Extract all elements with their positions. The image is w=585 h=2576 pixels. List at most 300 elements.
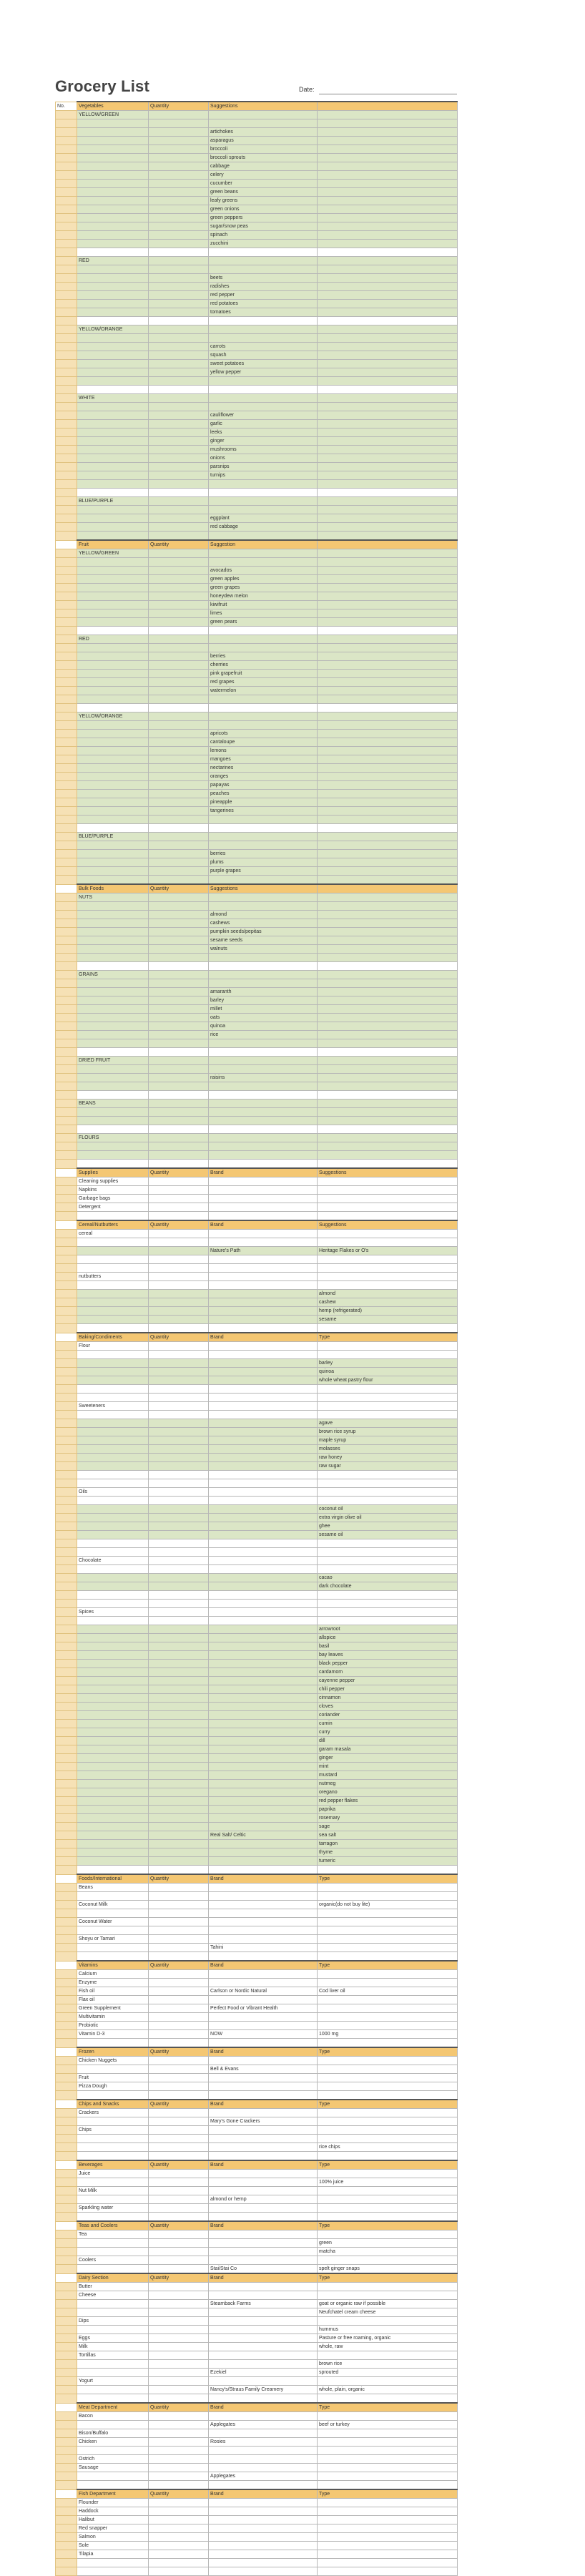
type-cell[interactable] — [318, 1342, 458, 1351]
quantity-cell[interactable] — [149, 1082, 209, 1091]
type-cell[interactable] — [318, 1125, 458, 1134]
suggestion-cell[interactable] — [209, 119, 318, 128]
row-number-cell[interactable] — [56, 1324, 77, 1333]
quantity-cell[interactable] — [149, 2326, 209, 2334]
item-cell[interactable] — [77, 1142, 149, 1151]
item-cell[interactable] — [77, 1290, 149, 1298]
row-number-cell[interactable] — [56, 1987, 77, 1996]
quantity-cell[interactable] — [149, 514, 209, 523]
type-cell[interactable]: maple syrup — [318, 1436, 458, 1445]
suggestion-cell[interactable]: kiwifruit — [209, 601, 318, 609]
quantity-cell[interactable] — [149, 678, 209, 687]
row-number-cell[interactable] — [56, 411, 77, 420]
row-number-cell[interactable] — [56, 1711, 77, 1720]
quantity-cell[interactable] — [149, 420, 209, 428]
type-cell[interactable] — [318, 2117, 458, 2126]
type-cell[interactable] — [318, 2013, 458, 2022]
row-number-cell[interactable] — [56, 2187, 77, 2195]
item-cell[interactable] — [77, 592, 149, 601]
suggestion-cell[interactable] — [209, 1840, 318, 1848]
suggestion-cell[interactable] — [209, 2039, 318, 2048]
row-number-cell[interactable] — [56, 1108, 77, 1117]
quantity-cell[interactable] — [149, 2135, 209, 2143]
suggestion-cell[interactable] — [209, 2126, 318, 2135]
row-number-cell[interactable] — [56, 773, 77, 781]
item-cell[interactable] — [77, 1823, 149, 1831]
quantity-cell[interactable] — [149, 471, 209, 480]
type-cell[interactable] — [318, 2481, 458, 2490]
suggestion-cell[interactable] — [209, 1522, 318, 1531]
quantity-cell[interactable] — [149, 1368, 209, 1376]
row-number-cell[interactable] — [56, 2065, 77, 2074]
item-cell[interactable] — [77, 454, 149, 463]
suggestion-cell[interactable] — [209, 1454, 318, 1462]
item-cell[interactable] — [77, 1385, 149, 1394]
type-cell[interactable]: tarragon — [318, 1840, 458, 1848]
type-cell[interactable] — [318, 2057, 458, 2065]
row-number-cell[interactable] — [56, 2412, 77, 2421]
quantity-cell[interactable] — [149, 1574, 209, 1582]
suggestion-cell[interactable] — [209, 1780, 318, 1788]
row-number-cell[interactable] — [56, 274, 77, 283]
type-cell[interactable]: chili pepper — [318, 1685, 458, 1694]
suggestion-cell[interactable]: turnips — [209, 471, 318, 480]
quantity-cell[interactable] — [149, 1307, 209, 1316]
row-number-cell[interactable] — [56, 971, 77, 979]
row-number-cell[interactable] — [56, 180, 77, 188]
item-cell[interactable] — [77, 1048, 149, 1057]
type-cell[interactable] — [318, 2109, 458, 2117]
row-number-cell[interactable] — [56, 1720, 77, 1728]
row-number-cell[interactable] — [56, 1935, 77, 1944]
type-cell[interactable] — [318, 618, 458, 627]
suggestion-cell[interactable] — [209, 1428, 318, 1436]
quantity-cell[interactable] — [149, 704, 209, 712]
row-number-cell[interactable] — [56, 558, 77, 567]
row-number-cell[interactable] — [56, 704, 77, 712]
quantity-cell[interactable] — [149, 1720, 209, 1728]
quantity-cell[interactable] — [149, 1582, 209, 1591]
row-number-cell[interactable] — [56, 197, 77, 205]
type-cell[interactable] — [318, 1273, 458, 1281]
row-number-cell[interactable] — [56, 2248, 77, 2256]
item-cell[interactable] — [77, 2326, 149, 2334]
quantity-cell[interactable] — [149, 188, 209, 197]
row-number-cell[interactable] — [56, 2239, 77, 2248]
suggestion-cell[interactable] — [209, 1909, 318, 1918]
type-cell[interactable] — [318, 2126, 458, 2135]
row-number-cell[interactable] — [56, 1497, 77, 1505]
row-number-cell[interactable] — [56, 1454, 77, 1462]
item-cell[interactable]: Calcium — [77, 1970, 149, 1979]
type-cell[interactable] — [318, 1548, 458, 1557]
quantity-cell[interactable] — [149, 2421, 209, 2429]
row-number-cell[interactable] — [56, 2283, 77, 2291]
type-cell[interactable] — [318, 2082, 458, 2091]
item-cell[interactable]: Pizza Dough — [77, 2082, 149, 2091]
type-cell[interactable] — [318, 824, 458, 833]
quantity-cell[interactable] — [149, 1979, 209, 1987]
suggestion-cell[interactable] — [209, 1901, 318, 1909]
suggestion-cell[interactable]: barley — [209, 996, 318, 1005]
type-cell[interactable] — [318, 2074, 458, 2082]
quantity-cell[interactable] — [149, 2455, 209, 2464]
row-number-cell[interactable] — [56, 1737, 77, 1745]
quantity-cell[interactable] — [149, 1642, 209, 1651]
type-cell[interactable]: hummus — [318, 2326, 458, 2334]
item-cell[interactable] — [77, 747, 149, 755]
type-cell[interactable]: thyme — [318, 1848, 458, 1857]
row-number-cell[interactable] — [56, 1160, 77, 1169]
type-cell[interactable] — [318, 291, 458, 300]
quantity-cell[interactable] — [149, 670, 209, 678]
quantity-cell[interactable] — [149, 1703, 209, 1711]
type-cell[interactable] — [318, 2170, 458, 2178]
type-cell[interactable] — [318, 721, 458, 730]
suggestion-cell[interactable]: broccoli sprouts — [209, 154, 318, 162]
suggestion-cell[interactable] — [209, 2256, 318, 2265]
type-cell[interactable]: red pepper flakes — [318, 1797, 458, 1806]
suggestion-cell[interactable] — [209, 1763, 318, 1771]
quantity-cell[interactable] — [149, 1022, 209, 1031]
suggestion-cell[interactable] — [209, 1694, 318, 1703]
quantity-cell[interactable] — [149, 2499, 209, 2507]
quantity-cell[interactable] — [149, 1031, 209, 1039]
item-cell[interactable] — [77, 1944, 149, 1952]
suggestion-cell[interactable] — [209, 1230, 318, 1238]
row-number-cell[interactable] — [56, 1780, 77, 1788]
suggestion-cell[interactable] — [209, 1385, 318, 1394]
quantity-cell[interactable] — [149, 463, 209, 471]
suggestion-cell[interactable] — [209, 1212, 318, 1221]
suggestion-cell[interactable] — [209, 1195, 318, 1203]
row-number-cell[interactable] — [56, 188, 77, 197]
item-cell[interactable] — [77, 317, 149, 325]
item-cell[interactable] — [77, 1711, 149, 1720]
type-cell[interactable]: whole, raw — [318, 2343, 458, 2351]
quantity-cell[interactable] — [149, 1823, 209, 1831]
suggestion-cell[interactable] — [209, 1479, 318, 1488]
suggestion-cell[interactable] — [209, 824, 318, 833]
row-number-cell[interactable] — [56, 1342, 77, 1351]
type-cell[interactable] — [318, 1600, 458, 1608]
row-number-cell[interactable] — [56, 747, 77, 755]
row-number-cell[interactable] — [56, 1488, 77, 1497]
item-cell[interactable] — [77, 876, 149, 885]
quantity-cell[interactable] — [149, 1402, 209, 1411]
quantity-cell[interactable] — [149, 1247, 209, 1255]
type-cell[interactable] — [318, 1884, 458, 1892]
quantity-cell[interactable] — [149, 661, 209, 670]
row-number-cell[interactable] — [56, 2317, 77, 2326]
quantity-cell[interactable] — [149, 325, 209, 334]
suggestion-cell[interactable] — [209, 2334, 318, 2343]
row-number-cell[interactable] — [56, 2499, 77, 2507]
item-cell[interactable] — [77, 2248, 149, 2256]
type-cell[interactable] — [318, 781, 458, 790]
item-cell[interactable] — [77, 420, 149, 428]
type-cell[interactable]: coriander — [318, 1711, 458, 1720]
suggestion-cell[interactable] — [209, 2377, 318, 2386]
suggestion-cell[interactable] — [209, 704, 318, 712]
row-number-cell[interactable] — [56, 902, 77, 911]
row-number-cell[interactable] — [56, 979, 77, 988]
row-number-cell[interactable] — [56, 1057, 77, 1065]
type-cell[interactable]: raw honey — [318, 1454, 458, 1462]
quantity-cell[interactable] — [149, 945, 209, 954]
row-number-cell[interactable] — [56, 790, 77, 798]
suggestion-cell[interactable] — [209, 1806, 318, 1814]
type-cell[interactable]: whole, plain, organic — [318, 2386, 458, 2394]
type-cell[interactable] — [318, 1039, 458, 1048]
item-cell[interactable] — [77, 1454, 149, 1462]
type-cell[interactable] — [318, 2472, 458, 2481]
row-number-cell[interactable] — [56, 1926, 77, 1935]
row-number-cell[interactable] — [56, 618, 77, 627]
type-cell[interactable]: Cod liver oil — [318, 1987, 458, 1996]
quantity-cell[interactable] — [149, 1316, 209, 1324]
suggestion-cell[interactable] — [209, 1848, 318, 1857]
item-cell[interactable] — [77, 1728, 149, 1737]
row-number-cell[interactable] — [56, 824, 77, 833]
item-cell[interactable] — [77, 2152, 149, 2161]
item-cell[interactable]: Haddock — [77, 2507, 149, 2516]
row-number-cell[interactable] — [56, 678, 77, 687]
type-cell[interactable] — [318, 428, 458, 437]
suggestion-cell[interactable]: pineapple — [209, 798, 318, 807]
suggestion-cell[interactable] — [209, 816, 318, 824]
row-number-cell[interactable] — [56, 454, 77, 463]
suggestion-cell[interactable]: Nature's Path — [209, 1247, 318, 1255]
suggestion-cell[interactable]: garlic — [209, 420, 318, 428]
suggestion-cell[interactable]: Rosies — [209, 2438, 318, 2447]
row-number-cell[interactable] — [56, 231, 77, 240]
row-number-cell[interactable] — [56, 919, 77, 928]
row-number-cell[interactable] — [56, 1203, 77, 1212]
item-cell[interactable]: NUTS — [77, 893, 149, 902]
type-cell[interactable]: sea salt — [318, 1831, 458, 1840]
quantity-cell[interactable] — [149, 1264, 209, 1273]
item-cell[interactable]: Fruit — [77, 2074, 149, 2082]
type-cell[interactable] — [318, 971, 458, 979]
item-cell[interactable] — [77, 2447, 149, 2455]
type-cell[interactable] — [318, 841, 458, 850]
item-cell[interactable] — [77, 1212, 149, 1221]
row-number-cell[interactable] — [56, 1273, 77, 1281]
type-cell[interactable] — [318, 695, 458, 704]
quantity-cell[interactable] — [149, 1591, 209, 1600]
suggestion-cell[interactable]: cashews — [209, 919, 318, 928]
suggestion-cell[interactable] — [209, 1685, 318, 1694]
row-number-cell[interactable] — [56, 532, 77, 541]
suggestion-cell[interactable] — [209, 1754, 318, 1763]
type-cell[interactable] — [318, 1014, 458, 1022]
quantity-cell[interactable] — [149, 730, 209, 738]
row-number-cell[interactable] — [56, 807, 77, 816]
type-cell[interactable] — [318, 816, 458, 824]
type-cell[interactable]: sprouted — [318, 2369, 458, 2377]
type-cell[interactable] — [318, 1557, 458, 1565]
item-cell[interactable] — [77, 2091, 149, 2100]
quantity-cell[interactable] — [149, 549, 209, 558]
suggestion-cell[interactable]: pink grapefruit — [209, 670, 318, 678]
quantity-cell[interactable] — [149, 1177, 209, 1186]
quantity-cell[interactable] — [149, 601, 209, 609]
suggestion-cell[interactable]: berries — [209, 652, 318, 661]
item-cell[interactable] — [77, 1926, 149, 1935]
quantity-cell[interactable] — [149, 1014, 209, 1022]
row-number-cell[interactable] — [56, 1814, 77, 1823]
type-cell[interactable] — [318, 1479, 458, 1488]
suggestion-cell[interactable] — [209, 971, 318, 979]
type-cell[interactable] — [318, 205, 458, 214]
type-cell[interactable]: cinnamon — [318, 1694, 458, 1703]
suggestion-cell[interactable]: amaranth — [209, 988, 318, 996]
type-cell[interactable]: organic(do not buy lite) — [318, 1901, 458, 1909]
row-number-cell[interactable] — [56, 1117, 77, 1125]
suggestion-cell[interactable]: raisins — [209, 1074, 318, 1082]
row-number-cell[interactable] — [56, 1909, 77, 1918]
item-cell[interactable] — [77, 403, 149, 411]
suggestion-cell[interactable] — [209, 2013, 318, 2022]
quantity-cell[interactable] — [149, 2091, 209, 2100]
type-cell[interactable] — [318, 446, 458, 454]
suggestion-cell[interactable] — [209, 1048, 318, 1057]
type-cell[interactable] — [318, 1866, 458, 1875]
item-cell[interactable]: RED — [77, 257, 149, 265]
suggestion-cell[interactable] — [209, 257, 318, 265]
item-cell[interactable]: Halibut — [77, 2516, 149, 2524]
item-cell[interactable] — [77, 197, 149, 205]
item-cell[interactable]: Cheese — [77, 2291, 149, 2300]
item-cell[interactable] — [77, 222, 149, 231]
suggestion-cell[interactable]: broccoli — [209, 145, 318, 154]
type-cell[interactable] — [318, 2507, 458, 2516]
suggestion-cell[interactable]: peaches — [209, 790, 318, 798]
item-cell[interactable] — [77, 1685, 149, 1694]
quantity-cell[interactable] — [149, 1255, 209, 1264]
row-number-cell[interactable] — [56, 2082, 77, 2091]
item-cell[interactable] — [77, 248, 149, 257]
quantity-cell[interactable] — [149, 1737, 209, 1745]
quantity-cell[interactable] — [149, 2109, 209, 2117]
item-cell[interactable] — [77, 575, 149, 584]
suggestion-cell[interactable]: tomatoes — [209, 308, 318, 317]
quantity-cell[interactable] — [149, 1212, 209, 1221]
row-number-cell[interactable] — [56, 911, 77, 919]
quantity-cell[interactable] — [149, 971, 209, 979]
quantity-cell[interactable] — [149, 2464, 209, 2472]
item-cell[interactable] — [77, 1351, 149, 1359]
item-cell[interactable]: nutbutters — [77, 1273, 149, 1281]
row-number-cell[interactable] — [56, 592, 77, 601]
type-cell[interactable] — [318, 1186, 458, 1195]
item-cell[interactable] — [77, 1298, 149, 1307]
suggestion-cell[interactable] — [209, 2550, 318, 2559]
type-cell[interactable]: tumeric — [318, 1857, 458, 1866]
quantity-cell[interactable] — [149, 919, 209, 928]
item-cell[interactable] — [77, 1660, 149, 1668]
suggestion-cell[interactable] — [209, 1857, 318, 1866]
quantity-cell[interactable] — [149, 360, 209, 368]
type-cell[interactable] — [318, 2317, 458, 2326]
suggestion-cell[interactable] — [209, 2447, 318, 2455]
item-cell[interactable] — [77, 411, 149, 420]
item-cell[interactable] — [77, 351, 149, 360]
suggestion-cell[interactable] — [209, 1065, 318, 1074]
item-cell[interactable] — [77, 360, 149, 368]
item-cell[interactable] — [77, 2213, 149, 2222]
quantity-cell[interactable] — [149, 2567, 209, 2576]
suggestion-cell[interactable] — [209, 1617, 318, 1625]
row-number-cell[interactable] — [56, 1996, 77, 2004]
row-number-cell[interactable] — [56, 2567, 77, 2576]
type-cell[interactable] — [318, 1100, 458, 1108]
quantity-cell[interactable] — [149, 248, 209, 257]
row-number-cell[interactable] — [56, 2516, 77, 2524]
suggestion-cell[interactable] — [209, 1298, 318, 1307]
type-cell[interactable] — [318, 1497, 458, 1505]
row-number-cell[interactable] — [56, 687, 77, 695]
suggestion-cell[interactable] — [209, 1117, 318, 1125]
quantity-cell[interactable] — [149, 988, 209, 996]
item-cell[interactable] — [77, 1074, 149, 1082]
row-number-cell[interactable] — [56, 1608, 77, 1617]
item-cell[interactable] — [77, 1848, 149, 1857]
item-cell[interactable] — [77, 437, 149, 446]
suggestion-cell[interactable]: almond or hemp — [209, 2195, 318, 2204]
type-cell[interactable]: 1000 mg — [318, 2030, 458, 2039]
suggestion-cell[interactable] — [209, 1411, 318, 1419]
item-cell[interactable]: Enzyme — [77, 1979, 149, 1987]
quantity-cell[interactable] — [149, 394, 209, 403]
row-number-cell[interactable] — [56, 2135, 77, 2143]
type-cell[interactable] — [318, 1082, 458, 1091]
row-number-cell[interactable] — [56, 471, 77, 480]
type-cell[interactable]: arrowroot — [318, 1625, 458, 1634]
type-cell[interactable] — [318, 1918, 458, 1926]
row-number-cell[interactable] — [56, 635, 77, 644]
item-cell[interactable] — [77, 2195, 149, 2204]
type-cell[interactable] — [318, 2524, 458, 2533]
item-cell[interactable] — [77, 1376, 149, 1385]
suggestion-cell[interactable]: quinoa — [209, 1022, 318, 1031]
type-cell[interactable] — [318, 1471, 458, 1479]
type-cell[interactable] — [318, 2091, 458, 2100]
quantity-cell[interactable] — [149, 1944, 209, 1952]
row-number-cell[interactable] — [56, 2472, 77, 2481]
row-number-cell[interactable] — [56, 1574, 77, 1582]
quantity-cell[interactable] — [149, 2074, 209, 2082]
row-number-cell[interactable] — [56, 137, 77, 145]
quantity-cell[interactable] — [149, 652, 209, 661]
row-number-cell[interactable] — [56, 368, 77, 377]
quantity-cell[interactable] — [149, 747, 209, 755]
suggestion-cell[interactable] — [209, 695, 318, 704]
row-number-cell[interactable] — [56, 514, 77, 523]
suggestion-cell[interactable] — [209, 1505, 318, 1514]
suggestion-cell[interactable] — [209, 902, 318, 911]
item-cell[interactable] — [77, 661, 149, 670]
suggestion-cell[interactable] — [209, 1866, 318, 1875]
item-cell[interactable]: Multivitamin — [77, 2013, 149, 2022]
item-cell[interactable]: BLUE/PURPLE — [77, 497, 149, 506]
item-cell[interactable] — [77, 1642, 149, 1651]
quantity-cell[interactable] — [149, 2213, 209, 2222]
type-cell[interactable] — [318, 609, 458, 618]
suggestion-cell[interactable] — [209, 532, 318, 541]
quantity-cell[interactable] — [149, 1918, 209, 1926]
